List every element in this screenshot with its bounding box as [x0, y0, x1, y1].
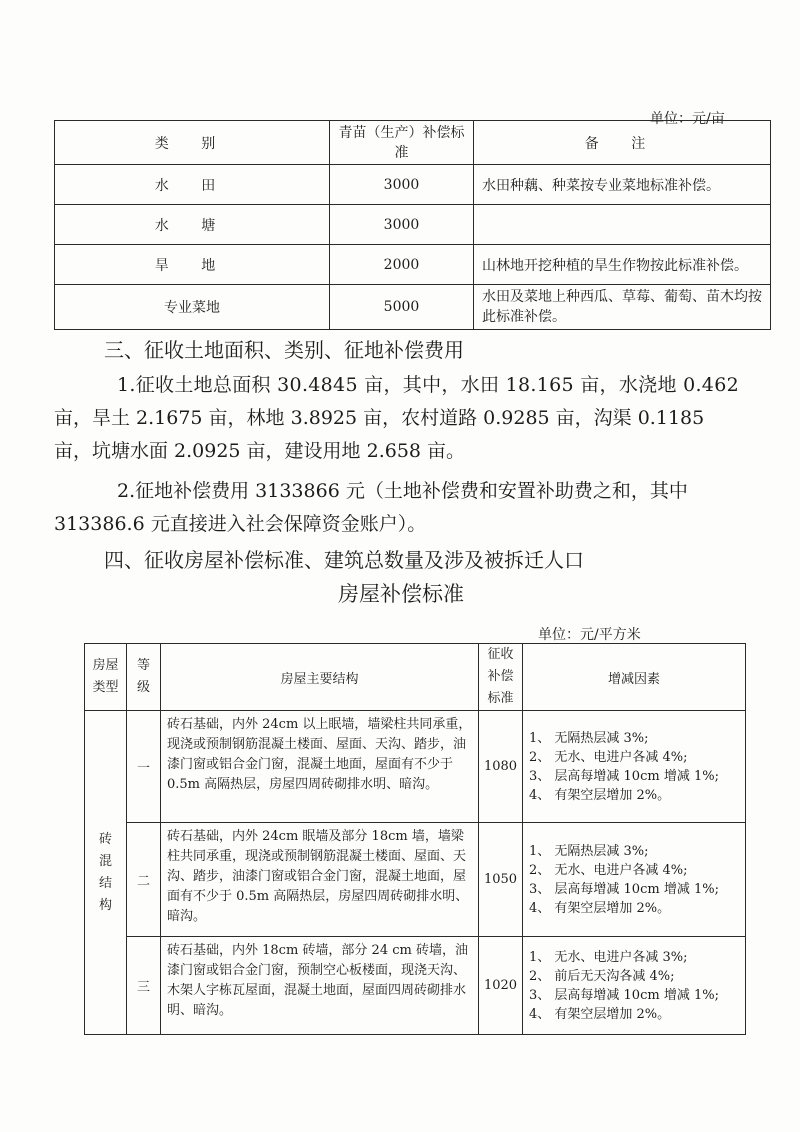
structure-cell: 砖石基础，内外 24cm 眠墙及部分 18cm 墙，墙梁柱共同承重，现浇或预制钢筋混凝土楼面、屋面、天沟、踏步，油漆门窗或铝合金门窗，混凝土地面，屋面有不少于 0.5m 高隔热层，房屋四周砖砌排水明、暗沟。 — [161, 823, 479, 937]
row-note: 山林地开挖种植的旱生作物按此标准补偿。 — [474, 245, 771, 285]
para2-line2: 313386.6 元直接进入社会保障资金账户）。 — [54, 513, 427, 535]
header-structure: 房屋主要结构 — [161, 644, 479, 711]
unit-label-2: 单位：元/平方米 — [538, 627, 641, 643]
standard-cell: 1050 — [479, 823, 523, 937]
row-category: 专业菜地 — [55, 285, 330, 330]
table-row — [55, 205, 771, 245]
row-category: 水 田 — [55, 165, 330, 205]
row-category: 旱 地 — [55, 245, 330, 285]
table-header-row — [85, 644, 746, 711]
para1-line3: 亩，坑塘水面 2.0925 亩，建设用地 2.658 亩。 — [54, 440, 466, 462]
structure-cell: 砖石基础，内外 18cm 砖墙，部分 24 cm 砖墙，油漆门窗或铝合金门窗，预制空心板楼面，现浇天沟、木架人字栋瓦屋面，混凝土地面，屋面四周砖砌排水明、暗沟。 — [161, 937, 479, 1035]
house-type-cell: 砖混结构 — [85, 711, 127, 1035]
row-note: 水田及菜地上种西瓜、草莓、葡萄、苗木均按此标准补偿。 — [474, 285, 771, 330]
row-standard: 3000 — [330, 205, 474, 245]
factor-item: 4、 有架空层增加 2%。 — [529, 900, 671, 916]
factor-item: 1、 无隔热层减 3%; — [529, 843, 649, 859]
header-house-type: 房屋类型 — [85, 644, 127, 711]
row-standard: 5000 — [330, 285, 474, 330]
factor-item: 1、 无水、电进户各减 3%; — [529, 949, 688, 965]
factor-item: 1、 无隔热层减 3%; — [529, 730, 649, 746]
row-note: 水田种藕、种菜按专业菜地标准补偿。 — [474, 165, 771, 205]
para2-line1: 2.征地补偿费用 3133866 元（土地补偿费和安置补助费之和，其中 — [117, 480, 688, 502]
header-standard: 征收补偿标准 — [479, 644, 523, 711]
grade-cell: 三 — [127, 937, 161, 1035]
house-standard-title: 房屋补偿标准 — [338, 582, 464, 606]
row-category: 水 塘 — [55, 205, 330, 245]
factor-item: 4、 有架空层增加 2%。 — [529, 787, 671, 803]
seedling-compensation-table — [54, 120, 771, 330]
standard-cell: 1080 — [479, 711, 523, 823]
row-note — [474, 205, 771, 245]
grade-cell: 二 — [127, 823, 161, 937]
house-compensation-table — [84, 643, 746, 1035]
factor-item: 3、 层高每增减 10cm 增减 1%; — [529, 881, 719, 897]
factor-item: 2、 无水、电进户各减 4%; — [529, 862, 688, 878]
grade-cell: 一 — [127, 711, 161, 823]
factor-item: 3、 层高每增减 10cm 增减 1%; — [529, 987, 719, 1003]
header-factors: 增减因素 — [523, 644, 746, 711]
section4-title: 四、征收房屋补偿标准、建筑总数量及涉及被拆迁人口 — [104, 548, 584, 572]
header-note: 备 注 — [474, 121, 771, 165]
unit-label-1: 单位：元/亩 — [650, 111, 725, 127]
row-standard: 3000 — [330, 165, 474, 205]
header-category: 类 别 — [55, 121, 330, 165]
header-grade: 等级 — [127, 644, 161, 711]
structure-cell: 砖石基础，内外 24cm 以上眠墙，墙梁柱共同承重，现浇或预制钢筋混凝土楼面、屋面、天沟、踏步，油漆门窗或铝合金门窗，混凝土地面，屋面有不少于 0.5m 高隔热层，房屋四周砖砌排水明、暗沟。 — [161, 711, 479, 823]
para1-line1: 1.征收土地总面积 30.4845 亩，其中，水田 18.165 亩，水浇地 0.462 — [117, 374, 739, 396]
table-row — [85, 711, 746, 823]
table-row — [55, 165, 771, 205]
factor-item: 4、 有架空层增加 2%。 — [529, 1006, 671, 1022]
table-row — [55, 285, 771, 330]
factors-cell — [523, 711, 746, 823]
table-row — [55, 245, 771, 285]
table-header-row — [55, 121, 771, 165]
para1-line2: 亩，旱土 2.1675 亩，林地 3.8925 亩，农村道路 0.9285 亩，沟渠 0.1185 — [54, 407, 705, 429]
factors-cell — [523, 937, 746, 1035]
factor-item: 2、 无水、电进户各减 4%; — [529, 749, 688, 765]
table-row — [85, 937, 746, 1035]
factor-item: 3、 层高每增减 10cm 增减 1%; — [529, 768, 719, 784]
factor-item: 2、 前后无天沟各减 4%; — [529, 968, 675, 984]
section3-title: 三、征收土地面积、类别、征地补偿费用 — [104, 338, 464, 362]
standard-cell: 1020 — [479, 937, 523, 1035]
row-standard: 2000 — [330, 245, 474, 285]
table-row — [85, 823, 746, 937]
factors-cell — [523, 823, 746, 937]
header-standard: 青苗（生产）补偿标准 — [330, 121, 474, 165]
